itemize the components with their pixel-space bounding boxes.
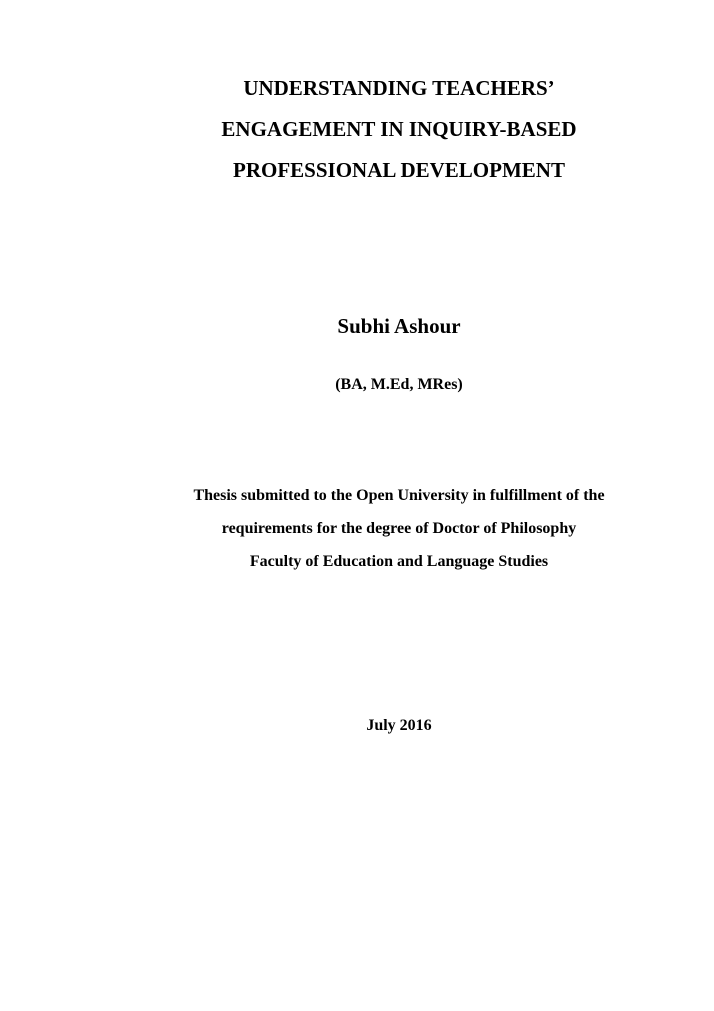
faculty-name: Faculty of Education and Language Studies bbox=[249, 553, 549, 570]
author-degrees: (BA, M.Ed, MRes) bbox=[335, 376, 463, 393]
submission-date: July 2016 bbox=[366, 717, 432, 734]
thesis-title-line-3: PROFESSIONAL DEVELOPMENT bbox=[233, 158, 565, 182]
thesis-title-line-2: ENGAGEMENT IN INQUIRY-BASED bbox=[221, 117, 577, 141]
submission-statement-line-1: Thesis submitted to the Open University in fulfillment of the bbox=[193, 487, 605, 504]
thesis-title-line-1: UNDERSTANDING TEACHERS’ bbox=[243, 76, 555, 100]
submission-statement-line-2: requirements for the degree of Doctor of Philosophy bbox=[221, 520, 577, 537]
author-name: Subhi Ashour bbox=[337, 314, 461, 338]
